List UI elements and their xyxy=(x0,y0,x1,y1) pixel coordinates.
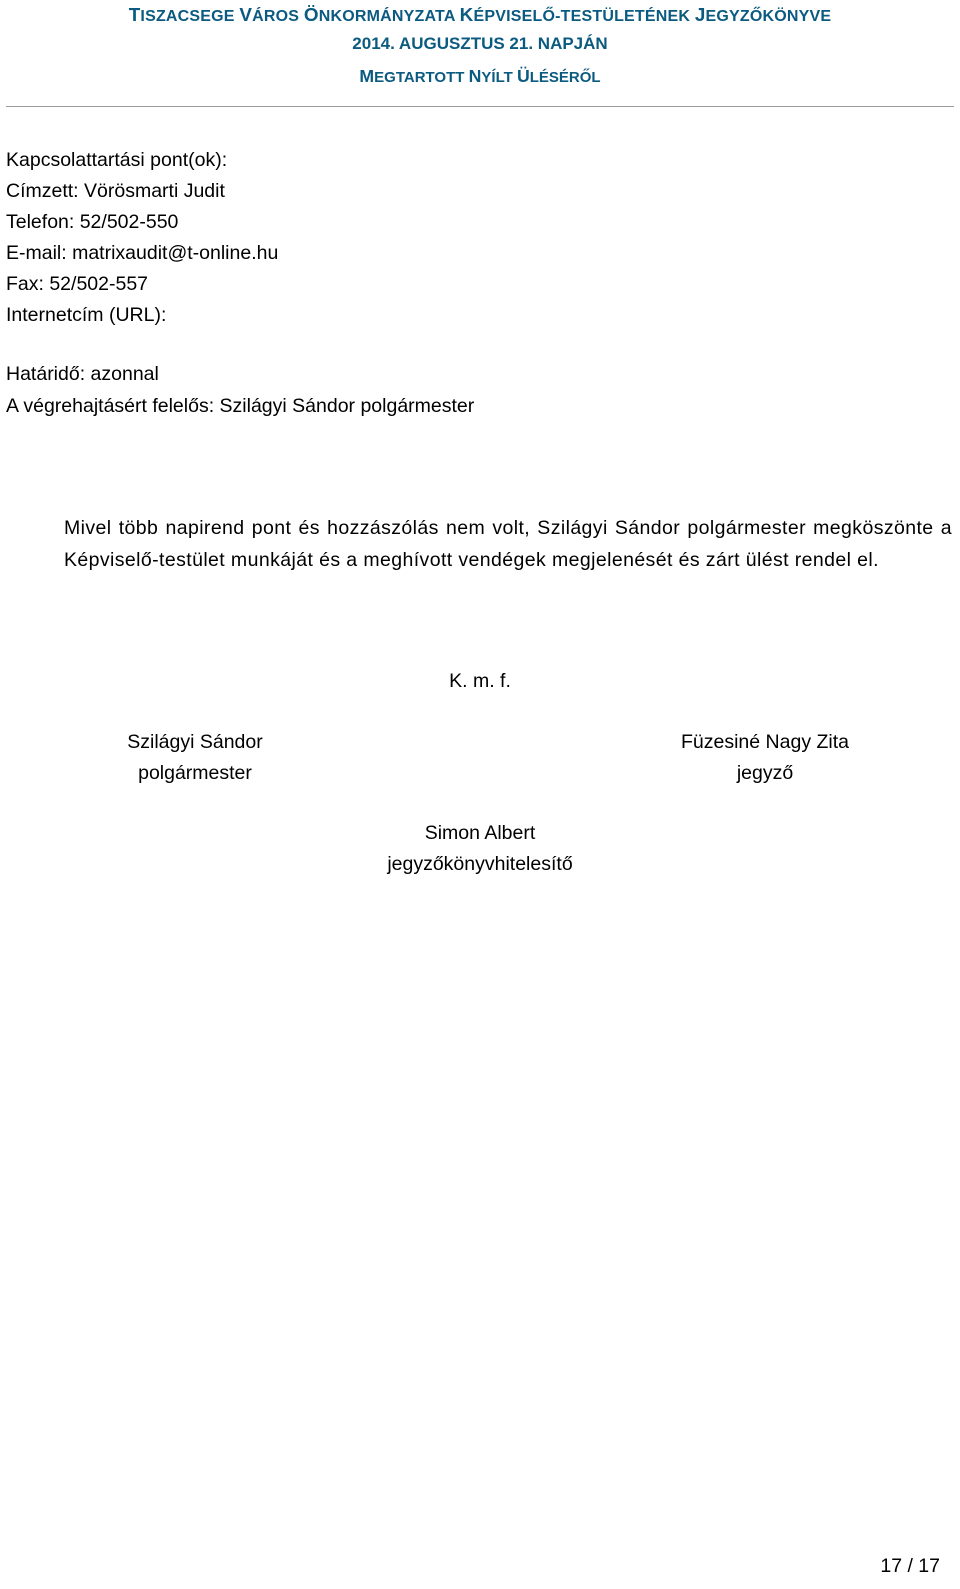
signature-notary-name: Füzesiné Nagy Zita xyxy=(681,731,849,753)
header-divider xyxy=(6,106,954,107)
signature-notary-title: jegyző xyxy=(736,762,794,784)
header-title-line1-text: TISZACSEGE VÁROS ÖNKORMÁNYZATA KÉPVISELŐ-TESTÜLETÉNEK JEGYZŐKÖNYVE xyxy=(128,4,832,25)
contact-recipient: Címzett: Vörösmarti Judit xyxy=(6,180,225,202)
header-title-line1 xyxy=(0,4,960,26)
header-title-line3-text: MEGTARTOTT NYÍLT ÜLÉSÉRŐL xyxy=(359,66,601,86)
contact-section xyxy=(6,145,278,331)
signature-mayor-title: polgármester xyxy=(138,762,252,784)
contact-url: Internetcím (URL): xyxy=(6,304,167,326)
signature-notary xyxy=(660,727,870,789)
signature-mayor xyxy=(95,727,295,789)
contact-email: E-mail: matrixaudit@t-online.hu xyxy=(6,242,279,264)
signature-authenticator-name: Simon Albert xyxy=(424,822,536,844)
kmf-mark: K. m. f. xyxy=(449,670,511,692)
header-title-line3 xyxy=(0,66,960,87)
signature-authenticator xyxy=(340,818,620,880)
contact-label: Kapcsolattartási pont(ok): xyxy=(6,149,228,171)
page-number: 17 / 17 xyxy=(880,1555,940,1577)
contact-fax: Fax: 52/502-557 xyxy=(6,273,149,295)
contact-phone: Telefon: 52/502-550 xyxy=(6,211,179,233)
header-title-line2-text: 2014. AUGUSZTUS 21. NAPJÁN xyxy=(352,34,608,53)
header-title-line2 xyxy=(0,34,960,54)
deadline-section xyxy=(6,358,474,422)
deadline-responsible: A végrehajtásért felelős: Szilágyi Sándor polgármester xyxy=(6,395,475,417)
deadline-due: Határidő: azonnal xyxy=(6,363,159,385)
signature-mayor-name: Szilágyi Sándor xyxy=(127,731,263,753)
closing-paragraph: Mivel több napirend pont és hozzászólás nem volt, Szilágyi Sándor polgármester megköszönte a Képviselő-testület munkáját és a meghívott vendégek megjelenését és zárt ülést rendel el. xyxy=(64,517,952,571)
signature-authenticator-title: jegyzőkönyvhitelesítő xyxy=(387,853,573,875)
